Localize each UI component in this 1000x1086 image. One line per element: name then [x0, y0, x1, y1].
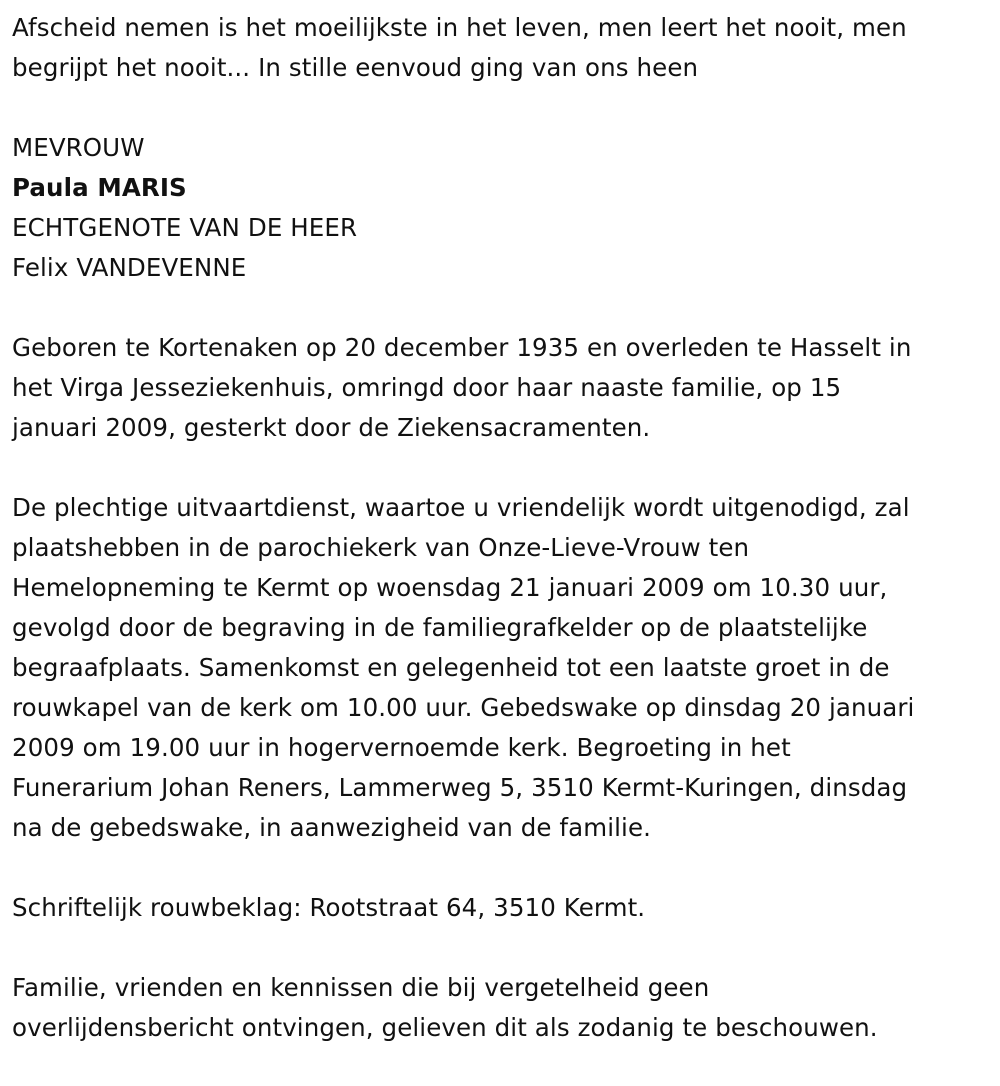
- deceased-relation: ECHTGENOTE VAN DE HEER: [12, 213, 358, 242]
- birth-death-paragraph: [12, 328, 988, 448]
- opening-verse-line: begrijpt het nooit... In stille eenvoud ging van ons heen: [12, 53, 699, 82]
- funeral-line: gevolgd door de begraving in de familiegrafkelder op de plaatstelijke: [12, 613, 868, 642]
- funeral-line: 2009 om 19.00 uur in hogervernoemde kerk. Begroeting in het: [12, 733, 791, 762]
- funeral-line: plaatshebben in de parochiekerk van Onze-Lieve-Vrouw ten: [12, 533, 750, 562]
- funeral-paragraph: [12, 488, 988, 848]
- funeral-line: De plechtige uitvaartdienst, waartoe u vriendelijk wordt uitgenodigd, zal: [12, 493, 910, 522]
- birth-death-line: januari 2009, gesterkt door de Ziekensacramenten.: [12, 413, 651, 442]
- closing-line: overlijdensbericht ontvingen, gelieven dit als zodanig te beschouwen.: [12, 1013, 878, 1042]
- opening-verse-line: Afscheid nemen is het moeilijkste in het leven, men leert het nooit, men: [12, 13, 907, 42]
- deceased-title: MEVROUW: [12, 133, 145, 162]
- funeral-line: Funerarium Johan Reners, Lammerweg 5, 3510 Kermt-Kuringen, dinsdag: [12, 773, 908, 802]
- funeral-line: na de gebedswake, in aanwezigheid van de familie.: [12, 813, 652, 842]
- birth-death-line: Geboren te Kortenaken op 20 december 1935 en overleden te Hasselt in: [12, 333, 912, 362]
- deceased-name: Paula MARIS: [12, 173, 187, 202]
- birth-death-line: het Virga Jesseziekenhuis, omringd door haar naaste familie, op 15: [12, 373, 842, 402]
- spouse-name: Felix VANDEVENNE: [12, 253, 247, 282]
- funeral-line: rouwkapel van de kerk om 10.00 uur. Gebedswake op dinsdag 20 januari: [12, 693, 915, 722]
- condolence-address: Schriftelijk rouwbeklag: Rootstraat 64, 3510 Kermt.: [12, 893, 646, 922]
- closing-line: Familie, vrienden en kennissen die bij vergetelheid geen: [12, 973, 710, 1002]
- closing-paragraph: [12, 968, 988, 1048]
- funeral-line: Hemelopneming te Kermt op woensdag 21 januari 2009 om 10.30 uur,: [12, 573, 888, 602]
- funeral-line: begraafplaats. Samenkomst en gelegenheid tot een laatste groet in de: [12, 653, 890, 682]
- opening-verse: [12, 8, 988, 88]
